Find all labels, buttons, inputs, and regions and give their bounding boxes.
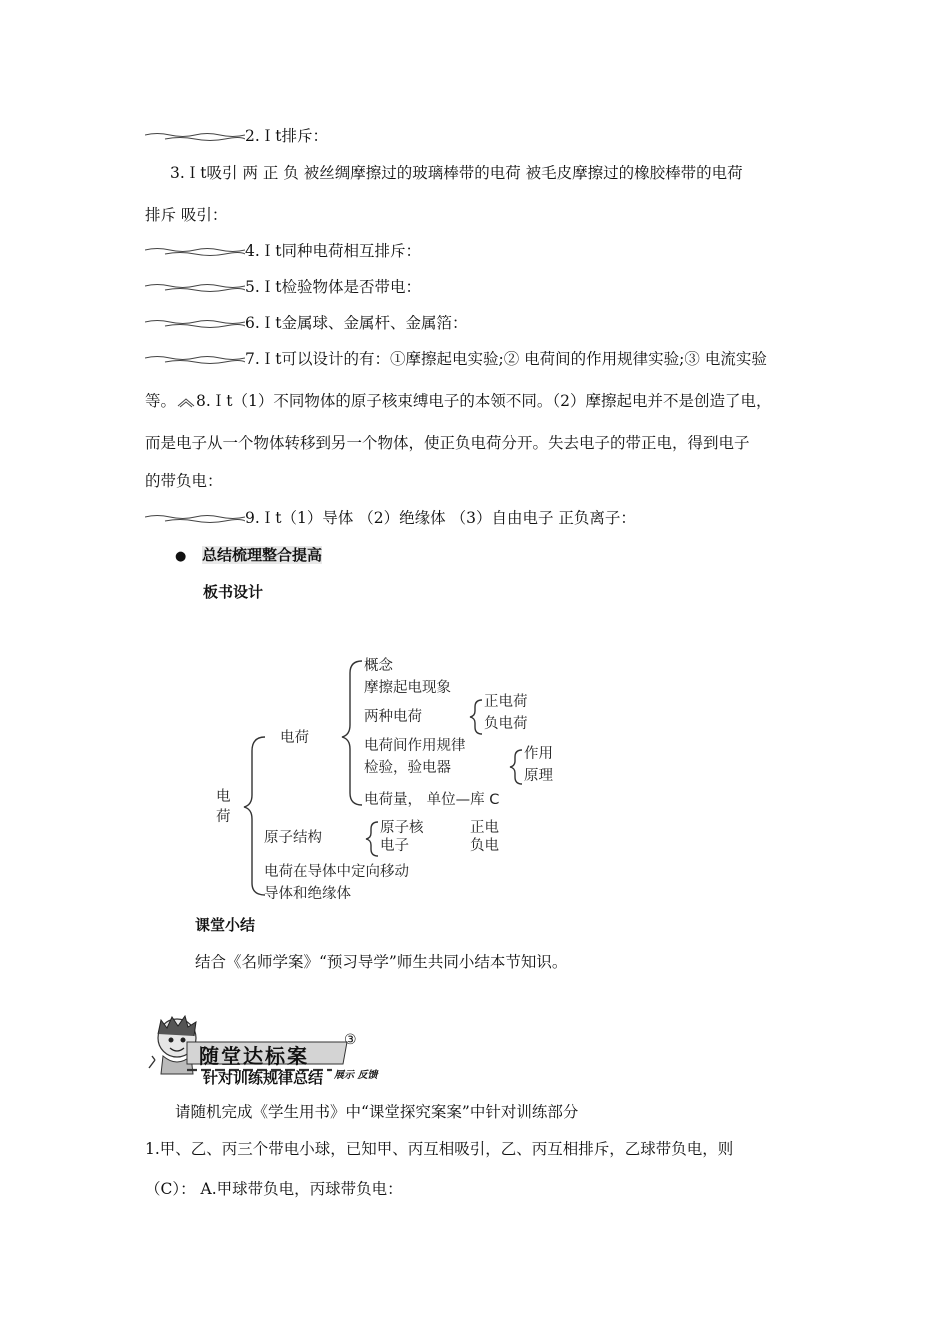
two-kinds-brace	[470, 700, 482, 734]
banner-title: 随堂达标案	[199, 1044, 309, 1068]
answer-2: 2.Ｉt排斥：	[145, 125, 328, 147]
diagram-electron-charge: 负电	[470, 838, 499, 854]
diagram-atom: 原子结构	[264, 830, 322, 846]
answer-7-line1: 7.Ｉt可以设计的有：①摩擦起电实验;② 电荷间的作用规律实验;③ 电流实验	[145, 348, 767, 370]
answer-5: 5.Ｉt检验物体是否带电：	[145, 276, 421, 298]
root-brace	[244, 737, 265, 895]
squiggle-mark	[145, 317, 245, 331]
answer-3-line2: 排斥 吸引：	[145, 206, 228, 224]
squiggle-mark	[145, 130, 245, 144]
diagram-negative: 负电荷	[484, 716, 528, 732]
banner-number: ③	[344, 1032, 357, 1048]
diagram-interaction: 电荷间作用规律	[364, 738, 466, 754]
question-1-line1: 1.甲、乙、丙三个带电小球，已知甲、丙互相吸引，乙、丙互相排斥，乙球带负电，则	[145, 1140, 734, 1158]
answer-7-8-line: 等。 8.Ｉt（1）不同物体的原子核束缚电子的本领不同。（2）摩擦起电并不是创造了电，	[145, 392, 772, 410]
answer-8-line2: 而是电子从一个物体转移到另一个物体，使正负电荷分开。失去电子的带正电，得到电子	[145, 434, 750, 452]
squiggle-mark	[145, 281, 245, 295]
diagram-friction: 摩擦起电现象	[364, 680, 451, 696]
banner-subtitle: 展示 反馈	[332, 1066, 379, 1081]
class-summary-heading: 课堂小结	[195, 916, 256, 934]
diagram-concept: 概念	[364, 658, 393, 674]
test-brace	[510, 750, 522, 784]
charge-brace	[342, 661, 362, 805]
squiggle-mark	[145, 512, 245, 526]
diagram-nucleus-charge: 正电	[470, 820, 499, 836]
diagram-test: 检验，验电器	[364, 760, 451, 776]
caret-mark	[176, 396, 196, 408]
training-intro: 请随机完成《学生用书》中“课堂探究案案”中针对训练部分	[175, 1103, 579, 1121]
answer-8-line3: 的带负电：	[145, 472, 223, 490]
answer-4: 4.Ｉt同种电荷相互排斥：	[145, 240, 421, 262]
summary-heading: ● 总结梳理整合提高	[175, 546, 323, 564]
diagram-electron: 电子	[380, 838, 409, 854]
answer-9: 9.Ｉt（1）导体 （2）绝缘体 （3）自由电子 正负离子：	[145, 507, 636, 529]
squiggle-mark	[145, 353, 245, 367]
diagram-conductors: 导体和绝缘体	[264, 886, 351, 902]
answer-6: 6.Ｉt金属球、金属杆、金属箔：	[145, 312, 468, 334]
diagram-principle: 原理	[524, 768, 553, 784]
diagram-quantity: 电荷量， 单位—库 C	[364, 792, 500, 808]
diagram-nucleus: 原子核	[380, 820, 424, 836]
answer-3-line1: 3.Ｉt吸引 两 正 负 被丝绸摩擦过的玻璃棒带的电荷 被毛皮摩擦过的橡胶棒带的电荷	[170, 164, 743, 182]
atom-brace	[366, 822, 378, 856]
training-heading: 针对训练规律总结	[203, 1069, 324, 1087]
diagram-function: 作用	[524, 746, 553, 762]
diagram-positive: 正电荷	[484, 694, 528, 710]
bullet-icon: ●	[175, 549, 187, 564]
diagram-root: 电荷	[216, 789, 231, 825]
diagram-charge: 电荷	[280, 730, 309, 746]
squiggle-mark	[145, 245, 245, 259]
diagram-two-kinds: 两种电荷	[364, 709, 422, 725]
diagram-current: 电荷在导体中定向移动	[264, 864, 409, 880]
board-design-heading: 板书设计	[203, 583, 264, 601]
knowledge-diagram	[200, 655, 620, 910]
question-1-line2: （C）： A.甲球带负电，丙球带负电：	[145, 1180, 403, 1198]
class-summary-text: 结合《名师学案》“预习导学”师生共同小结本节知识。	[195, 953, 568, 971]
